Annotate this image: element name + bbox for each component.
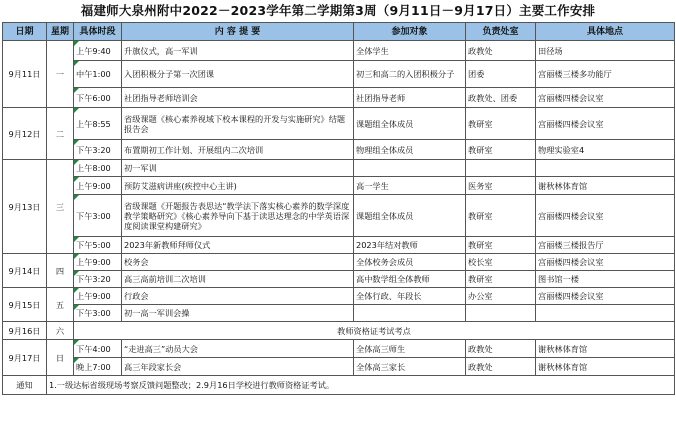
location-cell: 谢秋林体育馆: [536, 340, 675, 358]
header-time: 具体时段: [74, 23, 122, 41]
table-row: [3, 140, 675, 160]
content-cell: 省级课题《开题报告表思达“教学法下落实核心素养的数学深度教学策略研究》《核心素养导向下基于读思达理念的中学英语深度阅读课堂构建研究》: [122, 195, 354, 237]
content-cell: 高三高前培训二次培训: [122, 271, 354, 288]
participants-cell: 高一学生: [354, 177, 466, 195]
dept-cell: 教研室: [466, 195, 536, 237]
participants-cell: 2023年结对教师: [354, 237, 466, 254]
content-cell: 布置期初工作计划、开展组内二次培训: [122, 140, 354, 160]
dept-cell: 办公室: [466, 288, 536, 305]
table-row: [3, 108, 675, 140]
participants-cell: [354, 305, 466, 322]
time-cell: 上午9:00: [74, 288, 122, 305]
content-cell: 入团积极分子第一次团课: [122, 61, 354, 88]
dept-cell: 政教处: [466, 41, 536, 61]
dept-cell: [466, 160, 536, 177]
table-row: [3, 254, 675, 271]
content-cell: 行政会: [122, 288, 354, 305]
location-cell: 物理实验室4: [536, 140, 675, 160]
date-cell: 9月17日: [3, 340, 47, 376]
location-cell: 宫丽楼三楼多功能厅: [536, 61, 675, 88]
table-row: [3, 271, 675, 288]
content-cell: 预防艾滋病讲座(疾控中心主讲): [122, 177, 354, 195]
time-cell: 下午3:00: [74, 195, 122, 237]
dept-cell: 团委: [466, 61, 536, 88]
weekday-cell: 一: [47, 41, 74, 108]
table-row: [3, 288, 675, 305]
date-cell: 9月13日: [3, 160, 47, 254]
header-date: 日期: [3, 23, 47, 41]
date-cell: 9月14日: [3, 254, 47, 288]
time-cell: 下午3:00: [74, 305, 122, 322]
weekday-cell: 五: [47, 288, 74, 322]
content-cell: 校务会: [122, 254, 354, 271]
content-cell: 高三年段家长会: [122, 358, 354, 376]
dept-cell: [466, 305, 536, 322]
weekday-cell: 三: [47, 160, 74, 254]
date-cell: 9月16日: [3, 322, 47, 340]
weekday-cell: 日: [47, 340, 74, 376]
participants-cell: 物理组全体成员: [354, 140, 466, 160]
saturday-note: 教师资格证考试考点: [74, 322, 675, 340]
location-cell: 谢秋林体育馆: [536, 358, 675, 376]
time-cell: 中午1:00: [74, 61, 122, 88]
participants-cell: 社团指导老师: [354, 88, 466, 108]
dept-cell: 政教处: [466, 340, 536, 358]
header-content: 内 容 提 要: [122, 23, 354, 41]
table-row: [3, 195, 675, 237]
dept-cell: 校长室: [466, 254, 536, 271]
time-cell: 上午9:40: [74, 41, 122, 61]
content-cell: 升旗仪式，高一军训: [122, 41, 354, 61]
time-cell: 下午6:00: [74, 88, 122, 108]
location-cell: 宫丽楼四楼会议室: [536, 288, 675, 305]
table-row: [3, 160, 675, 177]
table-row: [3, 340, 675, 358]
location-cell: 宫丽楼四楼会议室: [536, 108, 675, 140]
participants-cell: 初三和高二的入团积极分子: [354, 61, 466, 88]
time-cell: 上午8:00: [74, 160, 122, 177]
participants-cell: 全体行政、年段长: [354, 288, 466, 305]
header-row: [3, 23, 675, 41]
location-cell: 宫丽楼四楼会议室: [536, 88, 675, 108]
table-row: [3, 322, 675, 340]
header-dept: 负责处室: [466, 23, 536, 41]
weekday-cell: 二: [47, 108, 74, 160]
dept-cell: 政教处: [466, 358, 536, 376]
location-cell: 宫丽楼三楼报告厅: [536, 237, 675, 254]
time-cell: 上午8:55: [74, 108, 122, 140]
participants-cell: 课题组全体成员: [354, 195, 466, 237]
notice-label: 通知: [3, 376, 47, 395]
table-row: [3, 41, 675, 61]
dept-cell: 医务室: [466, 177, 536, 195]
notice-row: [3, 376, 675, 395]
header-weekday: 星期: [47, 23, 74, 41]
header-location: 具体地点: [536, 23, 675, 41]
participants-cell: 课题组全体成员: [354, 108, 466, 140]
content-cell: 2023年新教师拜师仪式: [122, 237, 354, 254]
weekday-cell: 四: [47, 254, 74, 288]
content-cell: 省级课题《核心素养视域下校本课程的开发与实施研究》结题报告会: [122, 108, 354, 140]
time-cell: 下午3:20: [74, 271, 122, 288]
time-cell: 下午3:20: [74, 140, 122, 160]
time-cell: 下午5:00: [74, 237, 122, 254]
participants-cell: 全体高三家长: [354, 358, 466, 376]
location-cell: 谢秋林体育馆: [536, 177, 675, 195]
location-cell: 图书馆一楼: [536, 271, 675, 288]
table-row: [3, 358, 675, 376]
date-cell: 9月12日: [3, 108, 47, 160]
weekday-cell: 六: [47, 322, 74, 340]
table-row: [3, 237, 675, 254]
content-cell: 初一高一军训会操: [122, 305, 354, 322]
dept-cell: 教研室: [466, 108, 536, 140]
page-title: 福建师大泉州附中2022－2023学年第二学期第3周（9月11日－9月17日）主要工作安排: [80, 3, 596, 18]
time-cell: 上午9:00: [74, 177, 122, 195]
dept-cell: 政教处、团委: [466, 88, 536, 108]
dept-cell: 教研室: [466, 237, 536, 254]
participants-cell: 全体校务会成员: [354, 254, 466, 271]
table-row: [3, 88, 675, 108]
table-row: [3, 177, 675, 195]
content-cell: “走进高三”动员大会: [122, 340, 354, 358]
table-row: [3, 61, 675, 88]
date-cell: 9月11日: [3, 41, 47, 108]
schedule-table: [2, 22, 675, 395]
dept-cell: 教研室: [466, 271, 536, 288]
location-cell: 宫丽楼四楼会议室: [536, 195, 675, 237]
location-cell: 田径场: [536, 41, 675, 61]
participants-cell: 全体学生: [354, 41, 466, 61]
location-cell: 宫丽楼四楼会议室: [536, 254, 675, 271]
participants-cell: [354, 160, 466, 177]
header-participants: 参加对象: [354, 23, 466, 41]
date-cell: 9月15日: [3, 288, 47, 322]
participants-cell: 高中数学组全体教师: [354, 271, 466, 288]
time-cell: 下午4:00: [74, 340, 122, 358]
time-cell: 上午9:00: [74, 254, 122, 271]
content-cell: 社团指导老师培训会: [122, 88, 354, 108]
time-cell: 晚上7:00: [74, 358, 122, 376]
content-cell: 初一军训: [122, 160, 354, 177]
location-cell: [536, 160, 675, 177]
location-cell: [536, 305, 675, 322]
dept-cell: 教研室: [466, 140, 536, 160]
notice-text: 1.一级达标省级现场考察反馈问题整改；2.9月16日学校进行教师资格证考试。: [47, 376, 675, 395]
table-row: [3, 305, 675, 322]
participants-cell: 全体高三师生: [354, 340, 466, 358]
